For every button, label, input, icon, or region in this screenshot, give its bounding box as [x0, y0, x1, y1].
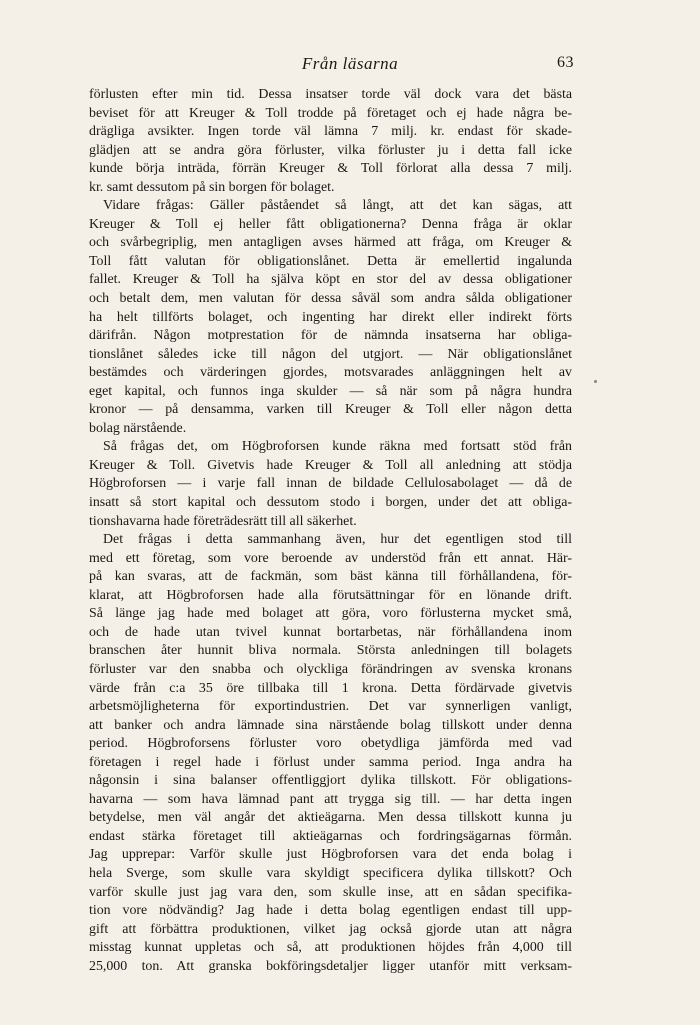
text-line: branschen åter hunnit bliva normala. Största anledningen till bolagets: [89, 643, 572, 659]
text-line: tion vore nödvändig? Jag hade i detta bolag egentligen endast till upp-: [89, 903, 572, 919]
text-line: Vidare frågas: Gäller påståendet så långt, att det kan sägas, att: [103, 198, 572, 214]
text-line: betydelse, men väl angår det aktieägarna. Men dessa tillskott kunna ju: [89, 810, 572, 826]
text-line: Så länge jag hade med bolaget att göra, voro förlusterna mycket små,: [89, 606, 572, 622]
text-line: glädjen att se andra göra förluster, vilka förluster ju i detta fall icke: [89, 142, 572, 158]
text-line: och svårbegriplig, men antagligen avses härmed att fråga, om Kreuger &: [89, 235, 572, 251]
text-line: att banker och andra lämnade sina närstående bolag tillskott under denna: [89, 717, 572, 733]
text-line: arbetsmöjligheterna för exportindustrien. Det var synnerligen vanligt,: [89, 699, 572, 715]
text-line: havarna — som hava lämnad pant att trygga sig till. — har detta ingen: [89, 791, 572, 807]
text-line: med ett företag, som vore beroende av understöd från ett annat. Här-: [89, 550, 572, 566]
running-title: Från läsarna: [301, 54, 399, 73]
text-line: ha helt tillförts bolaget, och ingenting har direkt eller indirekt förts: [89, 309, 572, 325]
text-line: fallet. Kreuger & Toll ha själva köpt en stor del av dessa obligationer: [89, 272, 572, 288]
text-line: Så frågas det, om Högbroforsen kunde räkna med fortsatt stöd från: [103, 439, 572, 455]
text-line: företagen i regel hade i förlust under samma period. Inga andra ha: [89, 754, 572, 770]
text-line: Kreuger & Toll. Givetvis hade Kreuger & Toll all anledning att stödja: [89, 457, 572, 473]
text-line: Högbroforsen — i varje fall innan de bildade Cellulosabolaget — då de: [89, 476, 572, 492]
text-line: varför skulle just jag vara den, som skulle inse, att en sådan specifika-: [89, 884, 572, 900]
text-line: tionslånet således icke till någon del utgjort. — När obligationslånet: [89, 346, 572, 362]
text-line: därifrån. Någon motprestation för de nämnda insatserna har obliga-: [89, 328, 572, 344]
text-line: kunde börja inträda, förrän Kreuger & Toll förlorat alla dessa 7 milj.: [89, 161, 572, 177]
text-line: på kan svaras, att de fackmän, som bäst känna till förhållandena, för-: [89, 569, 572, 585]
text-line: hela Sverge, som skulle vara skyldigt specificera dylika tillskott? Och: [89, 865, 572, 881]
text-line: kronor — på densamma, varken till Kreuger & Toll eller någon detta: [89, 402, 572, 418]
text-line: beviset för att Kreuger & Toll trodde på företaget och ej hade några be-: [89, 105, 572, 121]
page-number: 63: [557, 54, 574, 71]
text-line: förlusten efter min tid. Dessa insatser torde väl dock vara det bästa: [89, 87, 572, 102]
text-line: period. Högbroforsens förluster voro obetydliga jämförda med vad: [89, 736, 572, 752]
text-line: förluster var den snabba och olyckliga förändringen av svenska kronans: [89, 661, 572, 677]
margin-speck: [594, 380, 597, 383]
text-line: bolag närstående.: [89, 420, 187, 436]
text-line: Jag upprepar: Varför skulle just Högbroforsen vara det enda bolag i: [89, 847, 572, 863]
running-header: [0, 52, 700, 76]
text-line: värde från c:a 35 öre tillbaka till 1 krona. Detta fördärvade givetvis: [89, 680, 572, 696]
text-line: drägliga avsikter. Ingen torde väl lämna 7 milj. kr. endast för skade-: [89, 124, 572, 140]
text-line: tionshavarna hade företrädesrätt till all säkerhet.: [89, 513, 357, 529]
text-line: Kreuger & Toll ej heller fått obligationerna? Denna fråga är oklar: [89, 216, 572, 232]
text-line: bestämdes och värderingen gjordes, motsvarades anläggningen helt av: [89, 365, 572, 381]
text-line: och betalt dem, men valutan för dessa såväl som andra sålda obligationer: [89, 291, 572, 307]
text-line: klarat, att Högbroforsen hade alla förutsättningar för en lönande drift.: [89, 587, 572, 603]
text-line: eget kapital, och funnos inga skulder — så när som på några hundra: [89, 383, 572, 399]
text-line: 25,000 ton. Att granska bokföringsdetaljer ligger utanför mitt verksam-: [89, 958, 572, 974]
body-text: [89, 86, 572, 976]
text-line: Det frågas i detta sammanhang även, hur det egentligen stod till: [103, 532, 572, 548]
text-line: och de hade utan tvivel kunnat bortarbetas, när förhållandena inom: [89, 624, 572, 640]
text-line: gift att förbättra produktionen, vilket jag också gjorde utan att några: [89, 921, 572, 937]
text-line: insatt så stort kapital och dessutom stodo i borgen, under det att obliga-: [89, 495, 572, 511]
text-line: misstag kunnat uppletas och så, att produktionen höjdes från 4,000 till: [89, 940, 572, 956]
text-line: endast stärka företaget till aktieägarnas och fordringsägarnas förmån.: [89, 828, 572, 844]
text-line: någonsin i sina balanser offentliggjort dylika tillskott. För obligations-: [89, 773, 572, 789]
text-line: kr. samt dessutom på sin borgen för bolaget.: [89, 179, 335, 195]
text-line: Toll fått valutan för obligationslånet. Detta är emellertid ingalunda: [89, 253, 572, 269]
